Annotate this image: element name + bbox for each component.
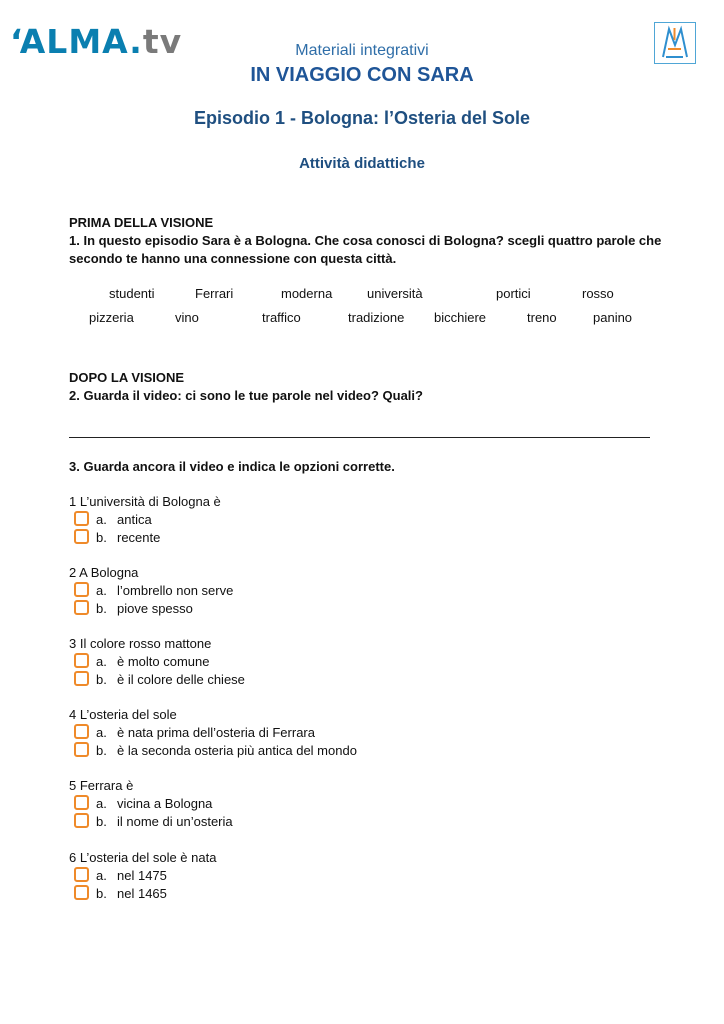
option-text: è molto comune — [117, 654, 210, 669]
option-text: l’ombrello non serve — [117, 583, 234, 598]
checkbox[interactable] — [74, 671, 89, 686]
word-option: moderna — [281, 286, 333, 301]
checkbox[interactable] — [74, 529, 89, 544]
checkbox[interactable] — [74, 653, 89, 668]
word-option: panino — [593, 310, 633, 325]
logo-tv-text: tv — [142, 22, 183, 61]
option-text: piove spesso — [117, 601, 193, 616]
question-3: 3. Guarda ancora il video e indica le opzioni corrette. — [69, 459, 395, 474]
word-option: università — [367, 286, 423, 301]
page-title: IN VIAGGIO CON SARA — [250, 64, 474, 86]
episode-title: Episodio 1 - Bologna: l’Osteria del Sole — [193, 108, 531, 128]
checkbox[interactable] — [74, 885, 89, 900]
checkbox[interactable] — [74, 742, 89, 757]
checkbox[interactable] — [74, 582, 89, 597]
checkbox[interactable] — [74, 795, 89, 810]
mc-question-stem: 1 L’università di Bologna è — [69, 494, 221, 509]
word-option: bicchiere — [434, 310, 487, 325]
option-letter: a. — [96, 725, 107, 740]
question-1-line-2: secondo te hanno una connessione con questa città. — [69, 251, 397, 266]
word-option: studenti — [109, 286, 155, 301]
word-option: Ferrari — [195, 286, 234, 301]
option-text: è la seconda osteria più antica del mondo — [117, 743, 357, 758]
option-letter: a. — [96, 583, 107, 598]
option-letter: a. — [96, 654, 107, 669]
word-option: pizzeria — [89, 310, 134, 325]
option-text: recente — [117, 530, 161, 545]
option-text: il nome di un’osteria — [117, 814, 233, 829]
word-option: treno — [527, 310, 557, 325]
word-option: rosso — [582, 286, 614, 301]
option-letter: a. — [96, 868, 107, 883]
option-letter: a. — [96, 796, 107, 811]
word-option: vino — [175, 310, 199, 325]
option-letter: b. — [96, 743, 107, 758]
question-1-line-1: 1. In questo episodio Sara è a Bologna. Che cosa conosci di Bologna? scegli quattro parole che — [69, 233, 662, 248]
checkbox[interactable] — [74, 511, 89, 526]
subtitle: Materiali integrativi — [295, 42, 429, 59]
option-letter: b. — [96, 886, 107, 901]
option-letter: b. — [96, 601, 107, 616]
checkbox[interactable] — [74, 600, 89, 615]
mc-question-stem: 4 L’osteria del sole — [69, 707, 177, 722]
section-heading-dopo: DOPO LA VISIONE — [69, 370, 185, 385]
option-text: nel 1465 — [117, 886, 167, 901]
word-option: traffico — [262, 310, 301, 325]
option-letter: b. — [96, 814, 107, 829]
mc-question-stem: 6 L’osteria del sole è nata — [69, 850, 217, 865]
mc-question-stem: 3 Il colore rosso mattone — [69, 636, 212, 651]
section-heading-prima: PRIMA DELLA VISIONE — [69, 215, 214, 230]
question-2: 2. Guarda il video: ci sono le tue parole nel video? Quali? — [69, 388, 423, 403]
option-letter: b. — [96, 530, 107, 545]
option-text: è nata prima dell’osteria di Ferrara — [117, 725, 315, 740]
mc-question-stem: 5 Ferrara è — [69, 778, 134, 793]
mc-question-stem: 2 A Bologna — [69, 565, 139, 580]
option-text: è il colore delle chiese — [117, 672, 245, 687]
word-option: tradizione — [348, 310, 405, 325]
option-letter: b. — [96, 672, 107, 687]
checkbox[interactable] — [74, 813, 89, 828]
word-option: portici — [496, 286, 531, 301]
option-text: antica — [117, 512, 152, 527]
activity-heading: Attività didattiche — [299, 155, 425, 172]
option-text: nel 1475 — [117, 868, 167, 883]
checkbox[interactable] — [74, 867, 89, 882]
option-letter: a. — [96, 512, 107, 527]
answer-line[interactable] — [69, 437, 650, 438]
logo-main-text: ‘ALMA. — [10, 22, 143, 61]
checkbox[interactable] — [74, 724, 89, 739]
option-text: vicina a Bologna — [117, 796, 213, 811]
